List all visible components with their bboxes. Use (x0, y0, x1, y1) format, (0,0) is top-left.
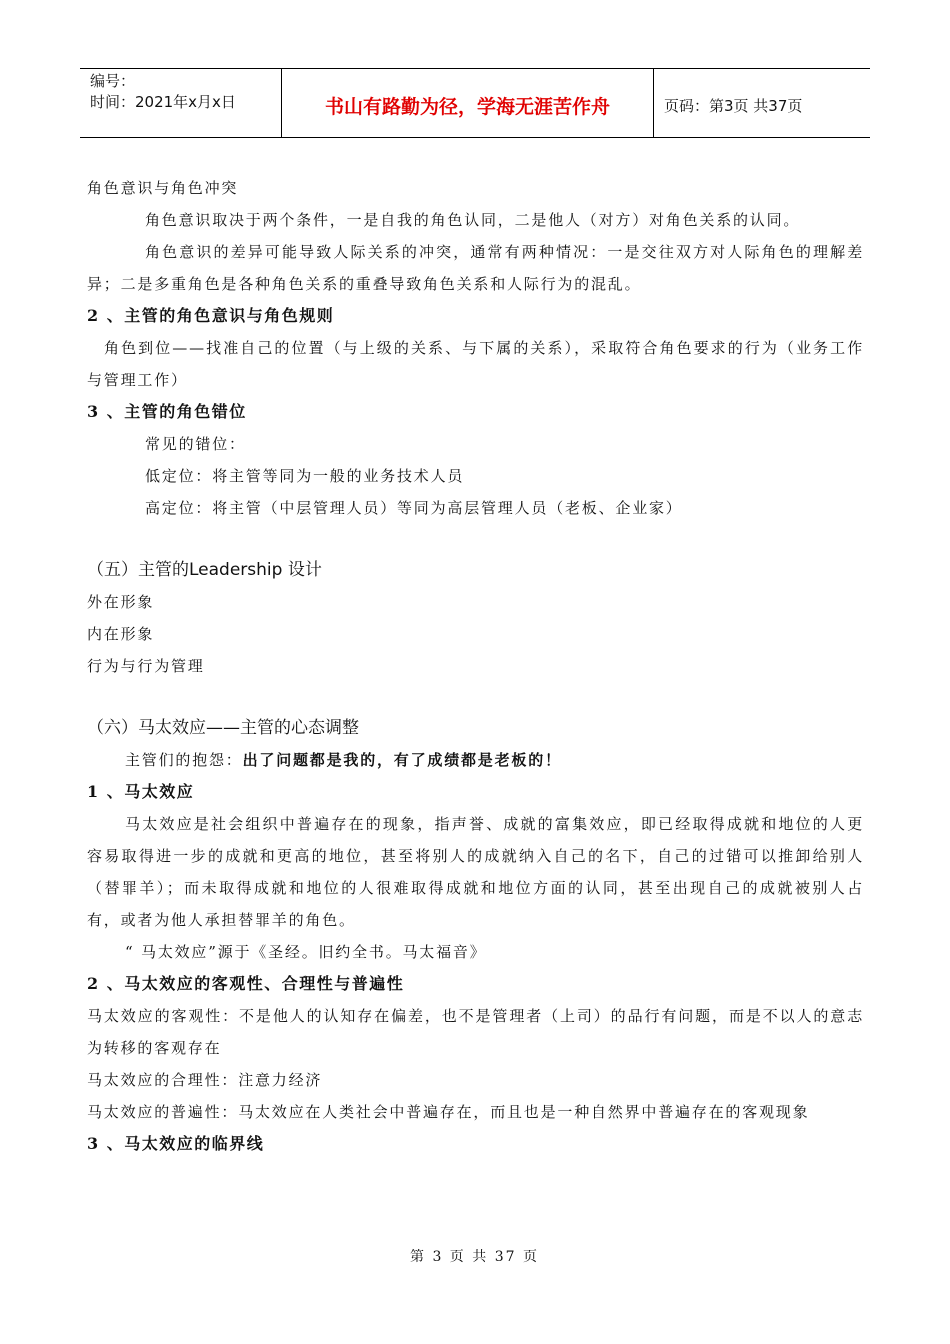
paragraph: 角色意识与角色冲突 (87, 179, 239, 197)
page-header (80, 68, 870, 138)
subheading: 3 、主管的角色错位 (87, 402, 247, 421)
header-motto: 书山有路勤为径，学海无涯苦作舟 (282, 69, 654, 137)
time-label: 时间：2021年x月x日 (90, 93, 236, 111)
list-item: 外在形象 (87, 593, 155, 611)
paragraph: 马太效应是社会组织中普遍存在的现象，指声誉、成就的富集效应，即已经取得成就和地位的人更容易取得进一步的成就和更高的地位，甚至将别人的成就纳入自己的名下，自己的过错可以推卸给别人（替罪羊）；而未取得成就和地位的人很难取得成就和地位方面的认同，甚至出现自己的成就被别人占有，或者为他人承担替罪羊的角色。 (87, 815, 864, 929)
page-footer: 第 3 页 共 37 页 (410, 1249, 539, 1265)
complaint-text: 出了问题都是我的，有了成绩都是老板的！ (242, 751, 562, 769)
section-heading: （五）主管的Leadership 设计 (87, 560, 322, 580)
subheading: 2 、马太效应的客观性、合理性与普遍性 (87, 974, 405, 993)
paragraph: “ 马太效应”源于《圣经。旧约全书。马太福音》 (125, 943, 487, 961)
paragraph: 角色意识取决于两个条件，一是自我的角色认同，二是他人（对方）对角色关系的认同。 (145, 211, 801, 229)
list-item: 内在形象 (87, 625, 155, 643)
paragraph: 马太效应的普遍性：马太效应在人类社会中普遍存在，而且也是一种自然界中普遍存在的客观现象 (87, 1103, 810, 1121)
document-body (87, 172, 864, 1160)
paragraph: 高定位：将主管（中层管理人员）等同为高层管理人员（老板、企业家） (145, 499, 683, 517)
complaint-label: 主管们的抱怨： (125, 751, 243, 769)
paragraph: 马太效应的客观性：不是他人的认知存在偏差，也不是管理者（上司）的品行有问题，而是不以人的意志为转移的客观存在 (87, 1007, 864, 1057)
paragraph (87, 744, 864, 776)
subheading: 3 、马太效应的临界线 (87, 1134, 265, 1153)
code-label: 编号： (90, 72, 136, 90)
paragraph: 常见的错位： (145, 435, 246, 453)
paragraph: 马太效应的合理性：注意力经济 (87, 1071, 323, 1089)
spacer (87, 524, 864, 554)
section-heading: （六）马太效应——主管的心态调整 (87, 718, 359, 738)
paragraph: 低定位：将主管等同为一般的业务技术人员 (145, 467, 465, 485)
header-meta (80, 69, 282, 137)
paragraph: 角色意识的差异可能导致人际关系的冲突，通常有两种情况：一是交往双方对人际角色的理解差异；二是多重角色是各种角色关系的重叠导致角色关系和人际行为的混乱。 (87, 243, 864, 293)
list-item: 行为与行为管理 (87, 657, 205, 675)
subheading: 2 、主管的角色意识与角色规则 (87, 306, 335, 325)
header-page-number: 页码：第3页 共37页 (664, 96, 803, 115)
spacer (87, 682, 864, 712)
paragraph: 角色到位——找准自己的位置（与上级的关系、与下属的关系），采取符合角色要求的行为（业务工作与管理工作） (87, 339, 864, 389)
subheading: 1 、马太效应 (87, 782, 195, 801)
